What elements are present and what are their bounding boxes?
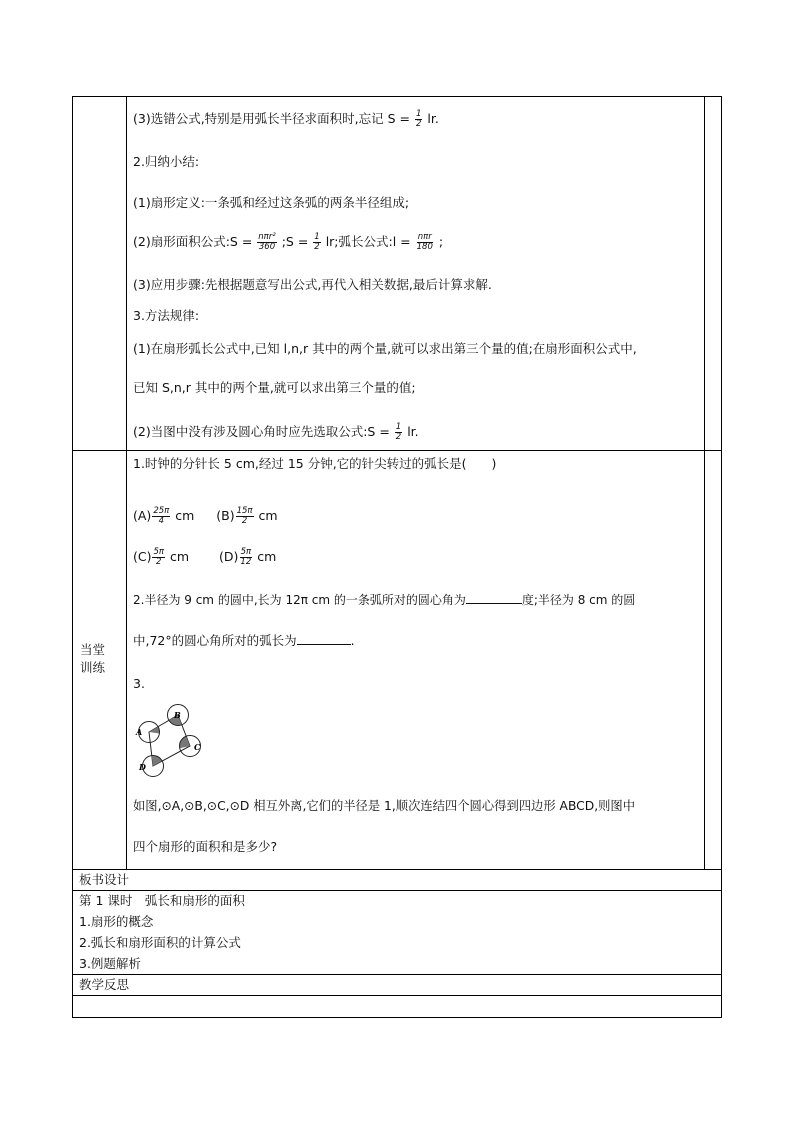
question-2-line-2: 中,72°的圆心角所对的弧长为 . <box>133 633 355 648</box>
answer-blank <box>297 632 351 645</box>
answer-blank <box>466 591 522 604</box>
circles-figure <box>130 702 212 780</box>
fraction: $\frac{15\pi}{2}$ <box>236 506 253 526</box>
summary-line-9: (2)当图中没有涉及圆心角时应先选取公式:S = $\frac{1}{2}$ lr. <box>133 422 419 442</box>
summary-line-8: 已知 S,n,r 其中的两个量,就可以求出第三个量的值; <box>133 380 416 395</box>
question-3-number: 3. <box>133 676 145 691</box>
options-row-1: (A) $\frac{25\pi}{4}$ cm (B) $\frac{15\pi}{2}$ cm <box>133 506 278 526</box>
fraction: $\frac{5\pi}{12}$ <box>240 547 252 567</box>
question-3-text-2: 四个扇形的面积和是多少? <box>133 839 278 854</box>
board-header: 板书设计 <box>79 872 130 887</box>
question-2-line-1: 2.半径为 9 cm 的圆中,长为 12π cm 的一条弧所对的圆心角为 度;半径为 8 cm 的圆 <box>133 593 636 607</box>
question-1: 1.时钟的分针长 5 cm,经过 15 分钟,它的针尖转过的弧长是( ) <box>133 456 497 471</box>
summary-line-6: 3.方法规律: <box>133 308 200 323</box>
fraction: $\frac{\text{nπr²}}{360}$ <box>258 232 276 252</box>
board-item-1: 1.扇形的概念 <box>79 914 154 929</box>
fraction: $\frac{5\pi}{2}$ <box>153 547 165 567</box>
sector-a <box>149 727 160 734</box>
label-b: B <box>174 710 181 720</box>
training-label: 当堂 训练 <box>80 642 106 675</box>
board-item-3: 3.例题解析 <box>79 956 141 971</box>
summary-line-3: (1)扇形定义:一条弧和经过这条弧的两条半径组成; <box>133 195 410 210</box>
board-title: 第 1 课时 弧长和扇形的面积 <box>79 893 245 908</box>
summary-line-1: (3)选错公式,特别是用弧长半径求面积时,忘记 S = $\frac{1}{2}$ lr. <box>133 109 439 129</box>
fraction: $\frac{1}{2}$ <box>416 109 422 129</box>
label-c: C <box>194 742 201 752</box>
label-a: A <box>136 727 143 737</box>
summary-line-2: 2.归纳小结: <box>133 154 200 169</box>
summary-line-5: (3)应用步骤:先根据题意写出公式,再代入相关数据,最后计算求解. <box>133 277 492 292</box>
question-3-text-1: 如图,⊙A,⊙B,⊙C,⊙D 相互外离,它们的半径是 1,顺次连结四个圆心得到四边形 ABCD,则图中 <box>133 799 636 813</box>
label-d: D <box>139 762 146 772</box>
fraction: $\frac{1}{2}$ <box>395 422 402 442</box>
board-item-2: 2.弧长和扇形面积的计算公式 <box>79 935 241 950</box>
reflection-header: 教学反思 <box>79 977 130 992</box>
options-row-2: (C) $\frac{5\pi}{2}$ cm (D) $\frac{5\pi}{12}$ cm <box>133 547 277 567</box>
fraction: $\frac{\text{nπr}}{180}$ <box>416 232 433 252</box>
fraction: $\frac{25\pi}{4}$ <box>153 506 170 526</box>
fraction: $\frac{1}{2}$ <box>314 232 320 252</box>
summary-line-4: (2)扇形面积公式:S = $\frac{\text{nπr²}}{360}$ ;S = $\frac{1}{2}$ lr;弧长公式:l = $\frac{\text{nπr}}{180}$ ; <box>133 232 444 252</box>
summary-line-7: (1)在扇形弧长公式中,已知 l,n,r 其中的两个量,就可以求出第三个量的值;在扇形面积公式中, <box>133 341 637 356</box>
